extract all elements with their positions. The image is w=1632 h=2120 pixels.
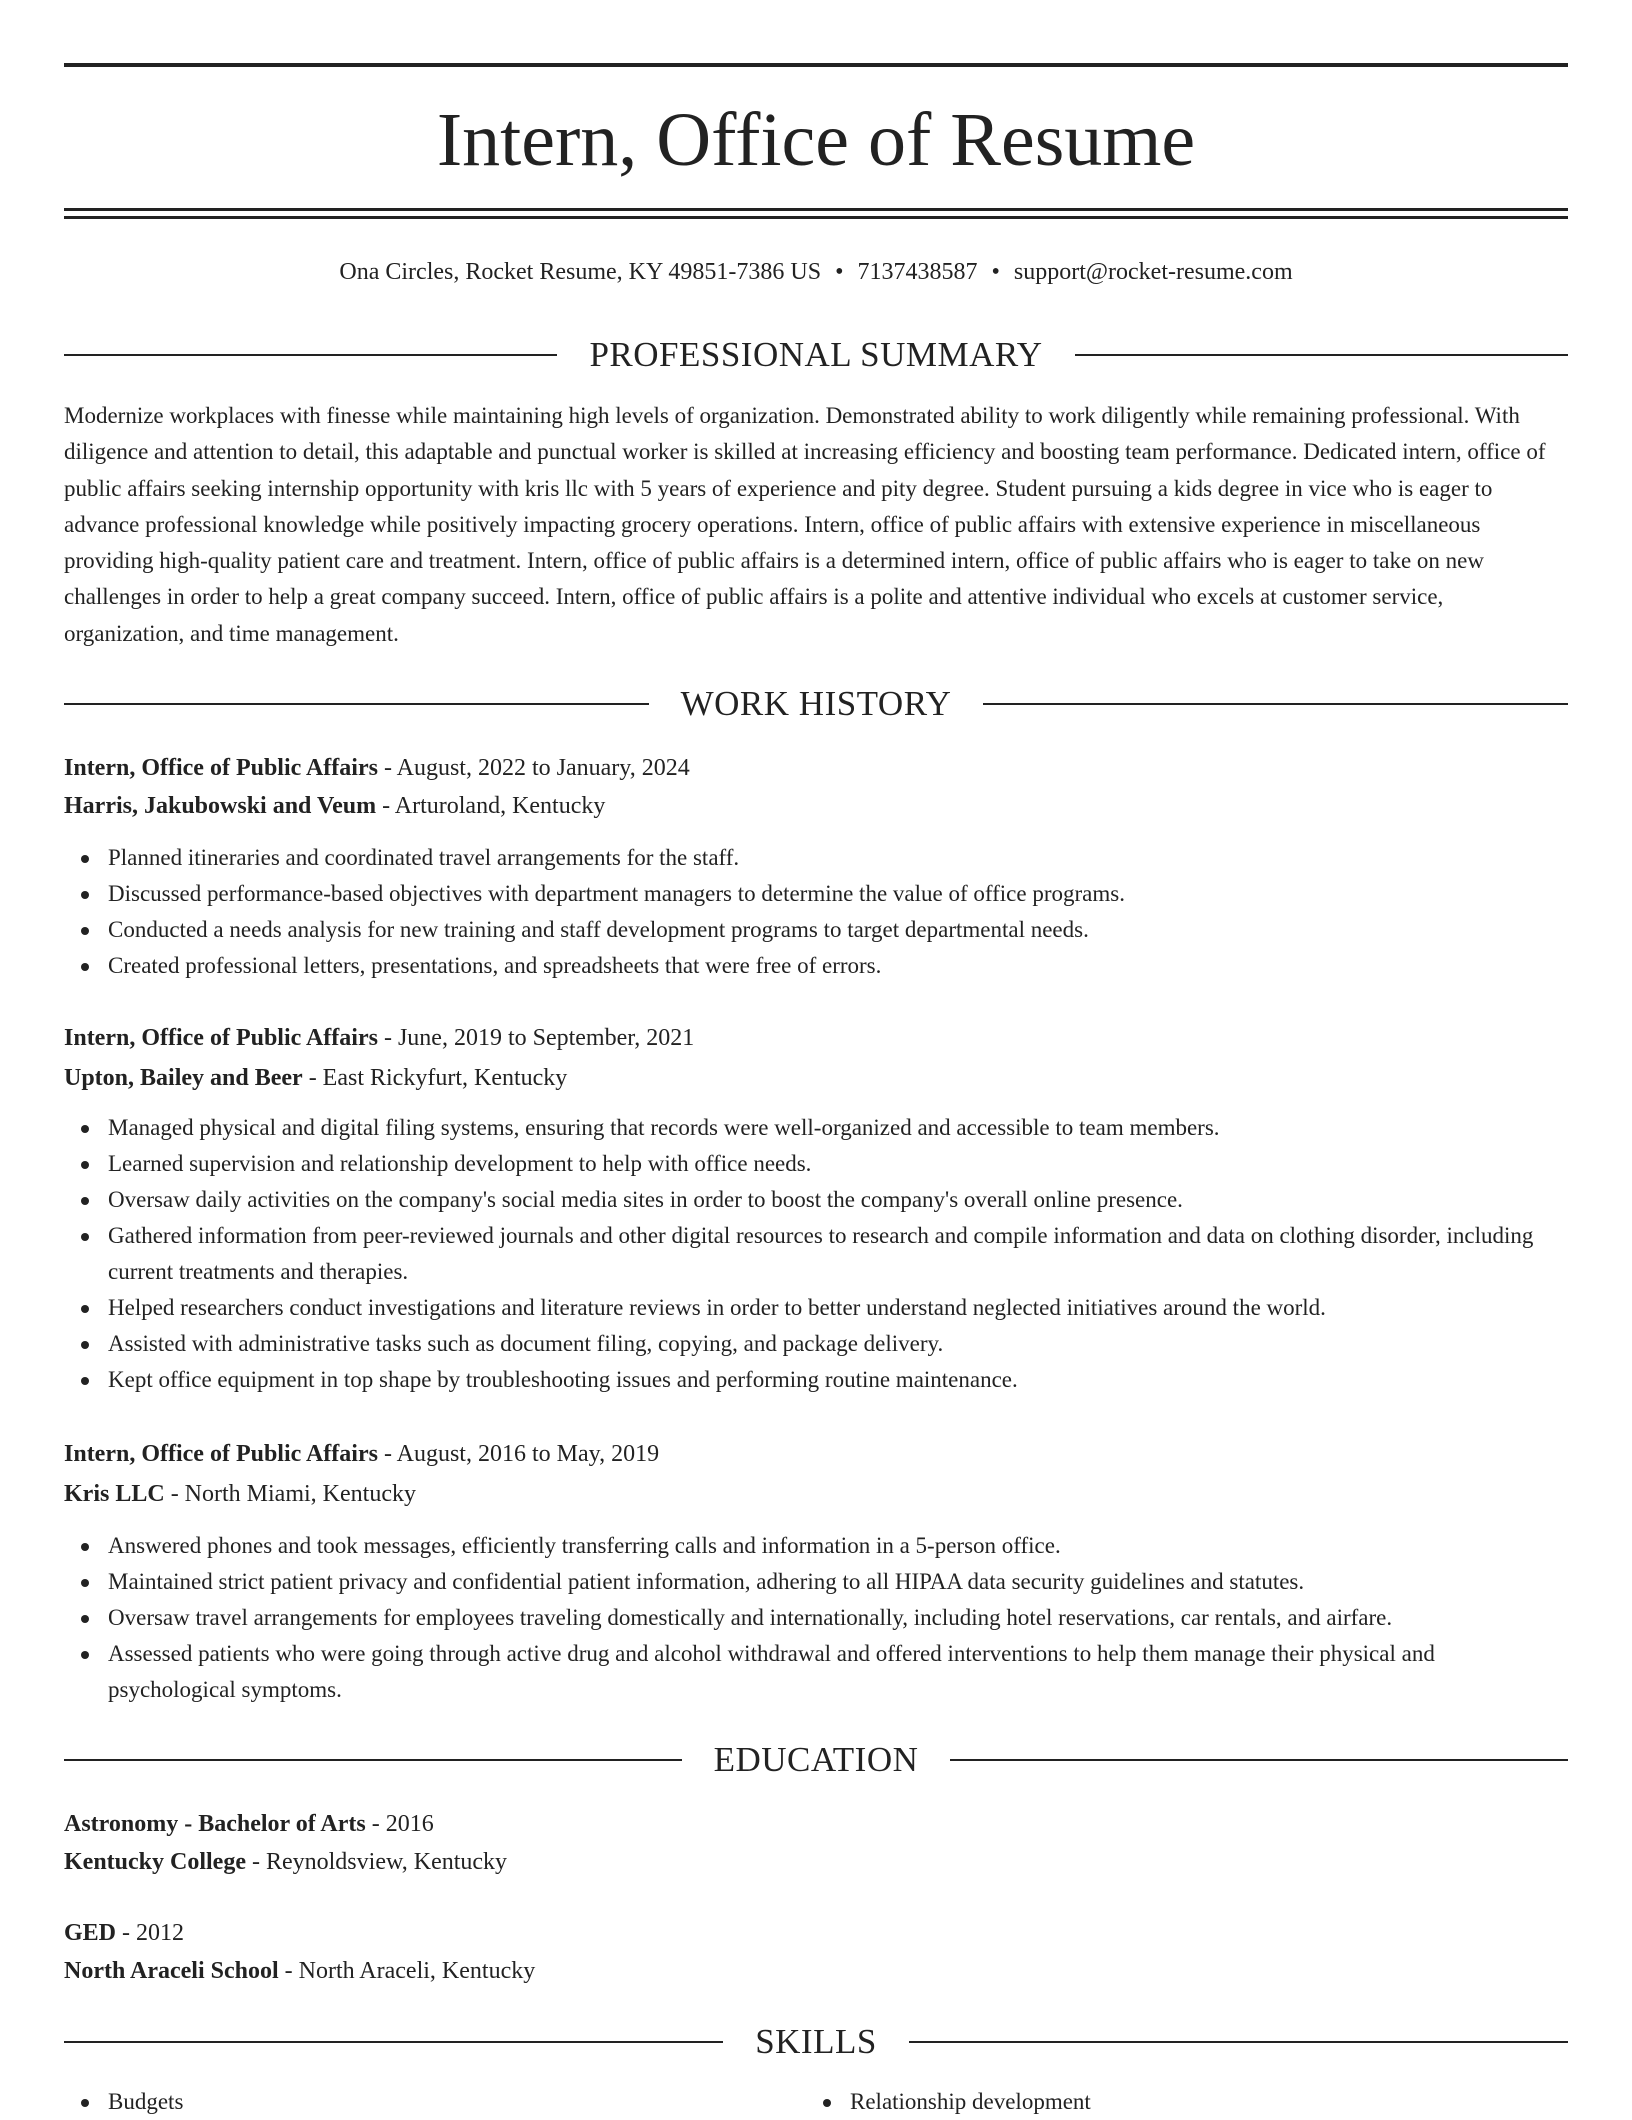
- job-bullet: Assessed patients who were going through active drug and alcohol withdrawal and offered interventions to help them manage their physical and psychological symptoms.: [64, 1636, 1568, 1708]
- job-bullet: Gathered information from peer-reviewed journals and other digital resources to research and compile information and data on clothing disorder, including current treatments and therapies.: [64, 1218, 1568, 1290]
- section-title: PROFESSIONAL SUMMARY: [589, 335, 1043, 374]
- job-entry: [64, 1435, 1568, 1708]
- section-heading-work-history: [64, 680, 1568, 728]
- divider-line: [1075, 354, 1568, 356]
- section-title: WORK HISTORY: [680, 684, 952, 723]
- resume-name: Intern, Office of Resume: [436, 98, 1196, 182]
- job-company: Upton, Bailey and Beer: [64, 1065, 303, 1091]
- job-title: Intern, Office of Public Affairs: [64, 1025, 378, 1051]
- job-company-line: [64, 1059, 1568, 1097]
- job-bullet: Answered phones and took messages, efficiently transferring calls and information in a 5-person office.: [64, 1528, 1568, 1564]
- education-year: - 2016: [365, 1811, 434, 1837]
- job-dates: - August, 2016 to May, 2019: [377, 1441, 660, 1467]
- education-entry: [64, 1914, 1568, 1990]
- header-double-rule-lower: [64, 216, 1568, 219]
- job-bullet-list: [64, 840, 1568, 984]
- header-double-rule-upper: [64, 208, 1568, 211]
- contact-address: Ona Circles, Rocket Resume, KY 49851-7386 US: [339, 259, 822, 285]
- job-company: Harris, Jakubowski and Veum: [64, 793, 377, 819]
- job-entry: [64, 1019, 1568, 1398]
- job-company: Kris LLC: [64, 1481, 165, 1507]
- education-school: North Araceli School: [64, 1958, 279, 1984]
- education-year: - 2012: [116, 1920, 185, 1946]
- education-degree: GED: [64, 1920, 117, 1946]
- section-heading-summary: [64, 331, 1568, 379]
- education-entry: [64, 1805, 1568, 1881]
- job-bullet: Kept office equipment in top shape by troubleshooting issues and performing routine maintenance.: [64, 1362, 1568, 1398]
- skill-item: Relationship development: [806, 2084, 1548, 2120]
- job-bullet: Assisted with administrative tasks such as document filing, copying, and package delivery.: [64, 1326, 1568, 1362]
- job-location: - Arturoland, Kentucky: [376, 793, 606, 819]
- job-bullet: Helped researchers conduct investigations and literature reviews in order to better understand neglected initiatives around the world.: [64, 1290, 1568, 1326]
- job-company-line: [64, 1475, 1568, 1513]
- job-title-line: [64, 1435, 1568, 1473]
- job-location: - East Rickyfurt, Kentucky: [302, 1065, 568, 1091]
- section-heading-skills: [64, 2018, 1568, 2066]
- education-degree: Astronomy - Bachelor of Arts: [64, 1811, 366, 1837]
- divider-line: [950, 1759, 1568, 1761]
- divider-line: [64, 354, 557, 356]
- skills-column-left: [64, 2084, 806, 2120]
- job-bullet: Conducted a needs analysis for new training and staff development programs to target departmental needs.: [64, 912, 1568, 948]
- job-bullet: Learned supervision and relationship development to help with office needs.: [64, 1146, 1568, 1182]
- education-school-line: [64, 1843, 1568, 1881]
- contact-line: [64, 254, 1568, 290]
- skills-column-right: [806, 2084, 1548, 2120]
- job-title: Intern, Office of Public Affairs: [64, 1441, 378, 1467]
- education-degree-line: [64, 1914, 1568, 1952]
- job-bullet: Discussed performance-based objectives with department managers to determine the value of office programs.: [64, 876, 1568, 912]
- job-bullet: Planned itineraries and coordinated travel arrangements for the staff.: [64, 840, 1568, 876]
- job-bullet: Maintained strict patient privacy and confidential patient information, adhering to all HIPAA data security guidelines and statutes.: [64, 1564, 1568, 1600]
- section-heading-education: [64, 1736, 1568, 1784]
- skills-list: [64, 2084, 1568, 2120]
- contact-separator: •: [991, 259, 1000, 285]
- section-title: EDUCATION: [713, 1740, 919, 1779]
- job-bullet: Created professional letters, presentations, and spreadsheets that were free of errors.: [64, 948, 1568, 984]
- education-degree-line: [64, 1805, 1568, 1843]
- job-title-line: [64, 749, 1568, 787]
- contact-email: support@rocket-resume.com: [1013, 259, 1293, 285]
- divider-line: [64, 703, 649, 705]
- skill-item: Budgets: [64, 2084, 806, 2120]
- summary-text: Modernize workplaces with finesse while maintaining high levels of organization. Demonstrated ability to work diligently while remaining professional. With diligence and attention to detail, this adaptable and punctual worker is skilled at increasing efficiency and boosting team performance. Dedicated intern, office of public affairs seeking internship opportunity with kris llc with 5 years of experience and pity degree. Student pursuing a kids degree in vice who is eager to advance professional knowledge while positively impacting grocery operations. Intern, office of public affairs with extensive experience in miscellaneous providing high-quality patient care and treatment. Intern, office of public affairs is a determined intern, office of public affairs who is eager to take on new challenges in order to help a great company succeed. Intern, office of public affairs is a polite and attentive individual who excels at customer service, organization, and time management.: [64, 403, 1546, 646]
- contact-separator: •: [835, 259, 844, 285]
- education-school-line: [64, 1952, 1568, 1990]
- education-location: - Reynoldsview, Kentucky: [245, 1849, 508, 1875]
- education-school: Kentucky College: [64, 1849, 246, 1875]
- contact-phone: 7137438587: [857, 259, 978, 285]
- job-bullet-list: [64, 1110, 1568, 1398]
- job-bullet: Oversaw daily activities on the company's social media sites in order to boost the company's overall online presence.: [64, 1182, 1568, 1218]
- divider-line: [983, 703, 1568, 705]
- job-dates: - June, 2019 to September, 2021: [377, 1025, 695, 1051]
- job-bullet-list: [64, 1528, 1568, 1708]
- job-bullet: Oversaw travel arrangements for employees traveling domestically and internationally, including hotel reservations, car rentals, and airfare.: [64, 1600, 1568, 1636]
- divider-line: [909, 2041, 1568, 2043]
- job-location: - North Miami, Kentucky: [164, 1481, 416, 1507]
- job-bullet: Managed physical and digital filing systems, ensuring that records were well-organized and accessible to team members.: [64, 1110, 1568, 1146]
- job-dates: - August, 2022 to January, 2024: [377, 755, 690, 781]
- job-company-line: [64, 787, 1568, 825]
- education-location: - North Araceli, Kentucky: [278, 1958, 536, 1984]
- job-entry: [64, 749, 1568, 984]
- job-title: Intern, Office of Public Affairs: [64, 755, 378, 781]
- divider-line: [64, 2041, 723, 2043]
- section-title: SKILLS: [755, 2022, 877, 2061]
- divider-line: [64, 1759, 682, 1761]
- header-top-rule: [64, 63, 1568, 67]
- job-title-line: [64, 1019, 1568, 1057]
